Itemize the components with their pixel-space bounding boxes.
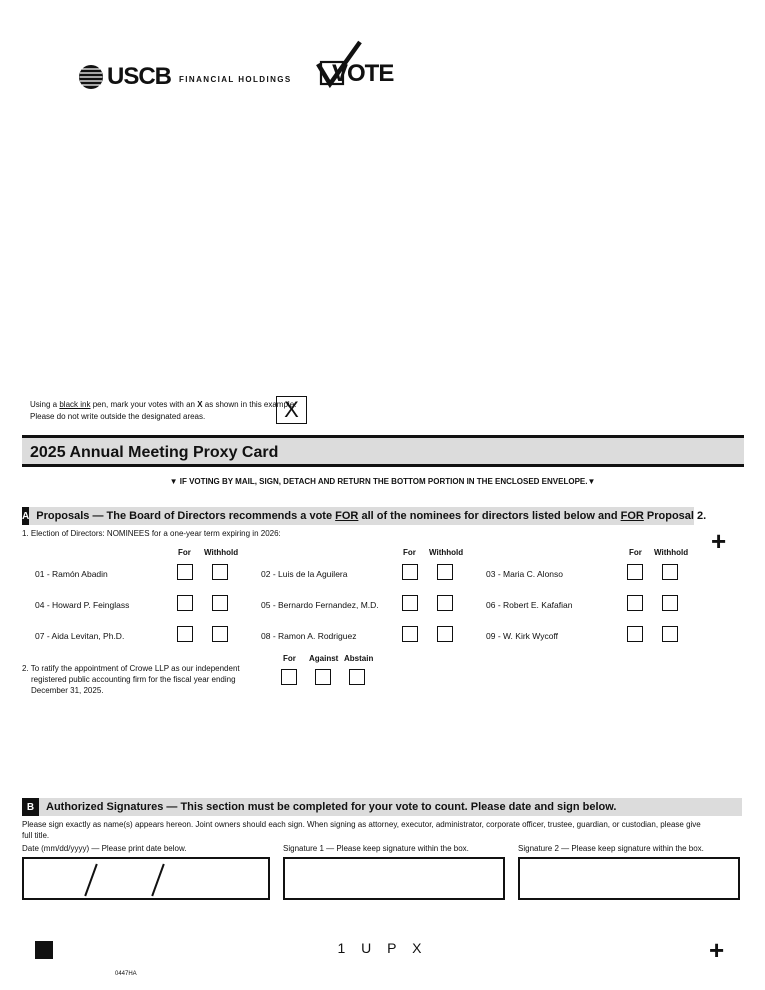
nominee-08-withhold-checkbox[interactable] (437, 626, 453, 642)
col-withhold-1: Withhold (204, 548, 239, 557)
vote-text: VOTE (332, 60, 394, 87)
instr-middle: pen, mark your votes with an (90, 400, 198, 409)
proposal2-line1: 2. To ratify the appointment of Crowe LLP as our independent (22, 664, 240, 673)
sig-instr-line2: full title. (22, 831, 50, 840)
section-a-letter: A (22, 507, 29, 525)
section-a-title-part2: all of the nominees for directors listed below and (358, 510, 621, 522)
nominee-06-for-checkbox[interactable] (627, 595, 643, 611)
section-a-title (36, 510, 706, 522)
nominee-01-for-checkbox[interactable] (177, 564, 193, 580)
nominee-01-withhold-checkbox[interactable] (212, 564, 228, 580)
nominee-08: 08 - Ramon A. Rodriguez (261, 631, 357, 641)
nominee-04-withhold-checkbox[interactable] (212, 595, 228, 611)
date-input-box[interactable] (22, 857, 270, 900)
nominee-02-withhold-checkbox[interactable] (437, 564, 453, 580)
globe-icon (78, 64, 104, 90)
col-for-1: For (178, 548, 191, 557)
nominee-07: 07 - Aida Levitan, Ph.D. (35, 631, 125, 641)
section-a-for2: FOR (620, 510, 644, 522)
section-a-header (22, 507, 707, 525)
document-code: 0447HA (115, 971, 137, 977)
nominee-02: 02 - Luis de la Aguilera (261, 569, 348, 579)
nominee-09-for-checkbox[interactable] (627, 626, 643, 642)
nominee-04: 04 - Howard P. Feinglass (35, 600, 130, 610)
instr-prefix: Using a (30, 400, 60, 409)
nominee-01: 01 - Ramón Abadin (35, 569, 108, 579)
signature-instructions (22, 819, 744, 841)
card-title-bar (22, 435, 744, 467)
nominee-07-withhold-checkbox[interactable] (212, 626, 228, 642)
proposal2-against-checkbox[interactable] (315, 669, 331, 685)
plus-mark-bottom: + (709, 935, 725, 965)
instr-x-mark: X (197, 400, 203, 409)
col-withhold-3: Withhold (654, 548, 689, 557)
uscb-logo (78, 62, 292, 92)
signature2-box[interactable] (518, 857, 740, 900)
col-against-p2: Against (309, 654, 339, 663)
nominee-07-for-checkbox[interactable] (177, 626, 193, 642)
proposal2-line2: registered public accounting firm for the fiscal year ending (31, 675, 236, 684)
signature2-label: Signature 2 — Please keep signature within the box. (518, 844, 704, 853)
proposal2-for-checkbox[interactable] (281, 669, 297, 685)
proposal2-abstain-checkbox[interactable] (349, 669, 365, 685)
signature1-label: Signature 1 — Please keep signature within the box. (283, 844, 469, 853)
instr-black-ink: black ink (59, 400, 91, 409)
nominee-02-for-checkbox[interactable] (402, 564, 418, 580)
section-a-title-part3: Proposal 2. (643, 510, 707, 522)
col-withhold-2: Withhold (429, 548, 464, 557)
date-separator-2 (151, 864, 165, 897)
proposal2-text (22, 663, 240, 696)
nominee-03-for-checkbox[interactable] (627, 564, 643, 580)
mail-instruction: ▼ IF VOTING BY MAIL, SIGN, DETACH AND RETURN THE BOTTOM PORTION IN THE ENCLOSED ENVELOPE.▼ (169, 477, 596, 486)
plus-mark-top: + (711, 526, 727, 556)
nominee-09: 09 - W. Kirk Wycoff (486, 631, 559, 641)
nominee-04-for-checkbox[interactable] (177, 595, 193, 611)
section-a-title-part1: Proposals — The Board of Directors recommends a vote (36, 510, 336, 522)
nominee-03-withhold-checkbox[interactable] (662, 564, 678, 580)
signature1-box[interactable] (283, 857, 505, 900)
date-separator-1 (84, 864, 98, 897)
example-x-mark: X (284, 397, 299, 422)
footer-code: 1 U P X (337, 940, 428, 956)
proposal1-label: 1. Election of Directors: NOMINEES for a one-year term expiring in 2026: (22, 529, 281, 538)
example-mark-box (276, 396, 307, 424)
section-b-letter: B (22, 798, 39, 816)
section-b-header (22, 798, 742, 816)
vote-logo (316, 40, 392, 90)
company-name: USCB (107, 63, 172, 90)
section-b-title: Authorized Signatures — This section must be completed for your vote to count. Please date and sign below. (46, 801, 617, 813)
nominee-06-withhold-checkbox[interactable] (662, 595, 678, 611)
col-for-2: For (403, 548, 416, 557)
card-title: 2025 Annual Meeting Proxy Card (30, 444, 279, 461)
col-abstain-p2: Abstain (344, 654, 374, 663)
col-for-3: For (629, 548, 642, 557)
nominee-03: 03 - Maria C. Alonso (486, 569, 564, 579)
section-a-for1: FOR (335, 510, 359, 522)
nominee-05: 05 - Bernardo Fernandez, M.D. (261, 600, 379, 610)
nominee-08-for-checkbox[interactable] (402, 626, 418, 642)
col-for-p2: For (283, 654, 296, 663)
company-subtitle: FINANCIAL HOLDINGS (179, 74, 292, 84)
nominee-05-for-checkbox[interactable] (402, 595, 418, 611)
instr-line2: Please do not write outside the designated areas. (30, 412, 206, 421)
proposal2-line3: December 31, 2025. (31, 686, 104, 695)
instr-suffix: as shown in this example. (202, 400, 297, 409)
date-label: Date (mm/dd/yyyy) — Please print date below. (22, 844, 187, 853)
marking-instructions (30, 399, 296, 423)
nominee-05-withhold-checkbox[interactable] (437, 595, 453, 611)
nominee-09-withhold-checkbox[interactable] (662, 626, 678, 642)
nominee-06: 06 - Robert E. Kafafian (486, 600, 573, 610)
sig-instr-line1: Please sign exactly as name(s) appears hereon. Joint owners should each sign. When signing as attorney, executor, administrator, corporate officer, trustee, guardian, or custodian, please give (22, 820, 701, 829)
